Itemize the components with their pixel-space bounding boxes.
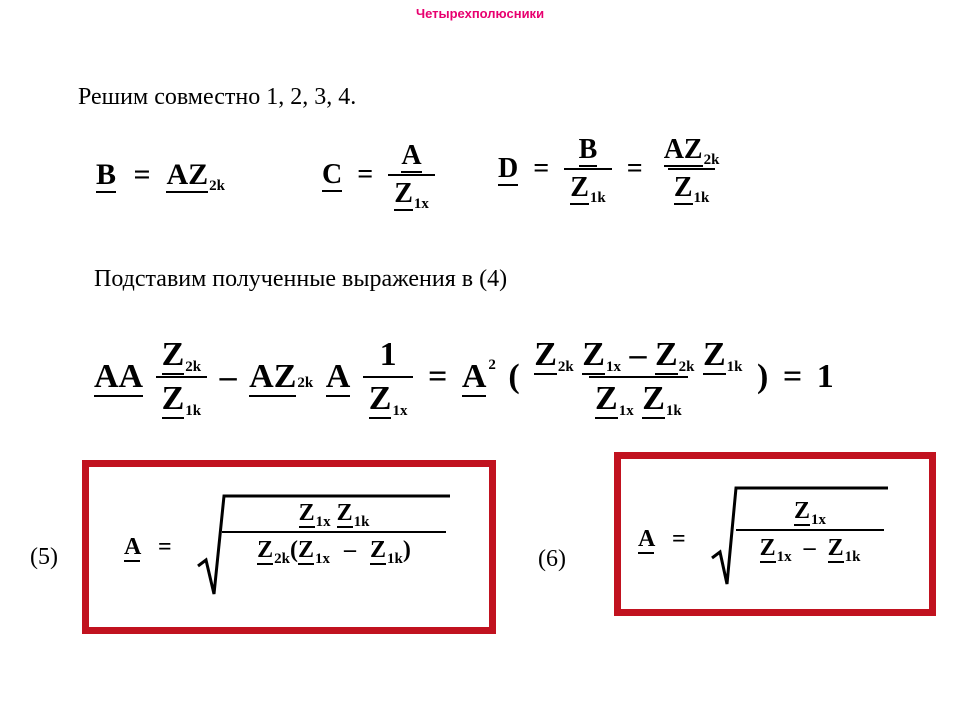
equation-label-6: (6) [538, 546, 566, 572]
formula-a-5-lhs: A = [124, 534, 172, 560]
formula-d: D = $\frac{B}{Z_{1k}}$ = $\frac{AZ_{2k}}{Z_{1k}}$ [498, 134, 720, 206]
radical-sign-6 [712, 488, 888, 584]
page-title: Четырехполюсники [415, 6, 545, 21]
intro-text: Решим совместно 1, 2, 3, 4. [78, 84, 357, 110]
equation-label-5: (5) [30, 544, 58, 570]
formula-main: AA $\frac{Z2k}{Z1k}$ – AZ2k A $\frac{1}{Z1x}$ = A $^2$ ( $\frac{\text{Z2k Z1x – Z2k Z1k}}{\text{Z1x Z1k}}$ ) = 1 [94, 336, 834, 419]
formula-c: C = $\frac{A}{Z_{1x}}$ [322, 140, 435, 210]
formula-b: $B = AZ_{2k}$ [96, 158, 226, 194]
substitute-text: Подставим полученные выражения в (4) [94, 266, 508, 292]
formula-a-5-rhs: $Z_{1x}$ $Z_{1k}$ $Z_{2k}(Z_{1x} - Z_{1k})$ [222, 500, 446, 564]
formula-a-6-rhs: $Z_{1x}$ $Z_{1x} - Z_{1k}$ [736, 498, 884, 562]
formula-a-6-lhs: A = [638, 526, 686, 552]
radical-sign-5 [198, 496, 450, 594]
